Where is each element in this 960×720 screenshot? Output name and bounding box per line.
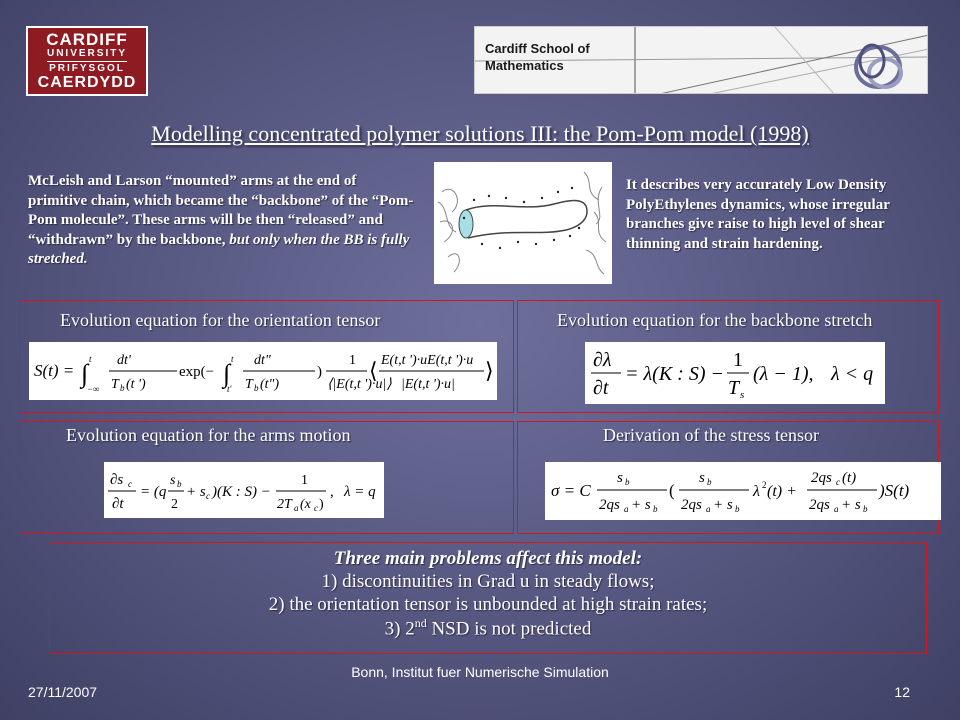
svg-text:b: b [735,504,740,514]
svg-text:E(t,t ')·uE(t,t ')·u: E(t,t ')·uE(t,t ')·u [381,353,474,368]
problem-item-3-pre: 3) 2 [384,618,415,640]
svg-text:t: t [231,354,234,364]
svg-text:2: 2 [171,497,178,512]
svg-text:b: b [625,477,630,487]
backbone-stretch-heading: Evolution equation for the backbone stretch [557,310,873,330]
svg-text:λ < q: λ < q [831,363,874,385]
arms-motion-equation [104,462,384,518]
svg-text:2qs: 2qs [811,470,832,486]
svg-text:1: 1 [301,473,308,488]
svg-text:b: b [254,383,259,393]
svg-text:λ: λ [753,483,760,500]
svg-text:λ = q: λ = q [344,484,376,500]
svg-text:σ = C: σ = C [551,481,591,500]
svg-text:s: s [170,473,176,488]
svg-text:S(t) =: S(t) = [34,361,75,380]
svg-text:): ) [319,497,324,512]
svg-text:= (q: = (q [140,484,167,500]
svg-text:1: 1 [733,349,743,371]
svg-text:+ s: + s [841,497,861,513]
svg-text:= λ(K : S) −: = λ(K : S) − [625,363,724,385]
school-name [485,41,590,75]
svg-text:c: c [836,477,840,487]
arms-motion-heading: Evolution equation for the arms motion [66,425,351,445]
svg-text:(t"): (t") [260,377,280,392]
logo-line-2: UNIVERSITY [47,49,127,63]
svg-text:2qs: 2qs [809,497,830,513]
svg-text:c: c [128,479,132,489]
svg-text:dt': dt' [117,353,131,368]
svg-text:2T: 2T [277,497,292,512]
school-line-1: Cardiff School of [485,41,590,56]
svg-text:⟨: ⟨ [369,358,378,383]
svg-text:2qs: 2qs [599,497,620,513]
svg-text:+ s: + s [713,497,733,513]
svg-text:T: T [111,377,119,392]
svg-text:(t '): (t ') [126,377,146,392]
left-description-emphasis: but only when the BB is fully stretched. [28,231,410,267]
svg-text:1: 1 [349,353,356,368]
svg-text:+ s: + s [631,497,651,513]
pom-pom-molecule-figure [434,162,612,284]
svg-text:∂t: ∂t [112,496,124,512]
svg-text:2: 2 [762,480,767,490]
orientation-tensor-heading: Evolution equation for the orientation tensor [60,310,381,330]
logo-line-4: CAERDYDD [37,73,137,91]
stress-tensor-heading: Derivation of the stress tensor [603,425,819,445]
logo-line-1: CARDIFF [46,29,128,49]
problem-item-3-post: NSD is not predicted [426,618,592,640]
svg-text:s: s [617,470,623,486]
svg-text:b: b [653,504,658,514]
slide-number: 12 [894,684,910,700]
svg-text:s: s [699,470,705,486]
svg-text:∂λ: ∂λ [593,349,612,371]
svg-text:(: ( [669,481,675,500]
svg-text:a: a [624,504,629,514]
svg-text:∫: ∫ [81,359,89,388]
svg-text:−∞: −∞ [87,384,100,394]
logo-line-3: PRIFYSGOL [49,63,125,75]
svg-text:c: c [206,491,210,501]
right-description: It describes very accurately Low Density PolyEthylenes dynamics, whose irregular branches give raise to high level of shear thinning and strain hardening. [626,177,890,252]
school-of-mathematics-banner [474,26,928,94]
svg-text:⟩: ⟩ [485,358,494,383]
problem-item-3-sup: nd [414,616,427,631]
svg-text:(t) +: (t) + [767,483,797,500]
footer-institution: Bonn, Institut fuer Numerische Simulation [351,664,609,680]
school-line-2: Mathematics [485,57,564,73]
svg-text:∂s: ∂s [110,472,124,488]
svg-text:∫: ∫ [223,359,231,388]
orientation-tensor-equation [29,342,497,400]
slide-title: Modelling concentrated polymer solutions III: the Pom-Pom model (1998) [151,121,809,146]
svg-text:t': t' [227,384,232,394]
problem-item-2: 2) the orientation tensor is unbounded at high strain rates; [268,593,708,615]
backbone-stretch-equation [585,342,885,404]
svg-text:b: b [177,479,182,489]
svg-text:dt": dt" [254,353,271,368]
svg-text:a: a [706,504,711,514]
svg-text:⟨|E(t,t ')·u|⟩: ⟨|E(t,t ')·u|⟩ [327,377,392,392]
cardiff-university-logo [26,26,148,96]
svg-text:b: b [707,477,712,487]
left-description-main: McLeish and Larson “mounted” arms at the end of primitive chain, which became the “backbone” of the “Pom-Pom molecule”. These arms will be then “released” and “withdrawn” by the backbone, [28,173,414,248]
svg-text:(x: (x [300,497,311,512]
svg-text:T: T [245,377,253,392]
svg-text:b: b [863,504,868,514]
stress-tensor-equation [545,462,941,520]
svg-text:b: b [120,383,125,393]
svg-text:)(K : S) −: )(K : S) − [212,484,271,500]
svg-text:|E(t,t ')·u|: |E(t,t ')·u| [401,377,455,392]
problem-item-3 [50,616,926,641]
svg-text:(λ − 1),: (λ − 1), [753,363,814,385]
svg-text:a: a [294,503,299,513]
svg-text:+ s: + s [186,484,206,500]
svg-text:): ) [317,364,322,380]
svg-text:)S(t): )S(t) [879,481,910,500]
problems-box [49,542,927,654]
left-description [28,172,418,270]
svg-text:exp(−: exp(− [179,364,215,380]
svg-text:s: s [740,389,745,401]
svg-text:t: t [89,354,92,364]
problems-heading: Three main problems affect this model: [333,548,643,569]
svg-text:∂t: ∂t [593,377,609,399]
svg-text:,: , [330,484,334,500]
svg-text:2qs: 2qs [681,497,702,513]
footer-date: 27/11/2007 [28,684,98,700]
svg-text:c: c [314,503,318,513]
svg-text:T: T [728,377,740,399]
svg-text:(t): (t) [842,470,857,486]
svg-text:a: a [834,504,839,514]
problem-item-1: 1) discontinuities in Grad u in steady flows; [321,570,655,592]
